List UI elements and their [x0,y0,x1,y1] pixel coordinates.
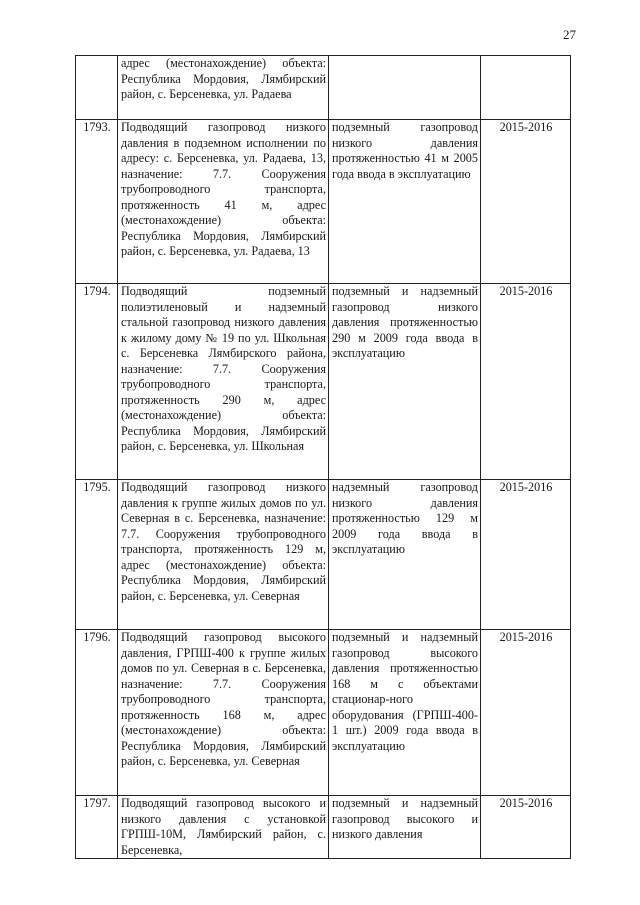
table-row [76,284,571,480]
object-period: 2015-2016 [481,630,571,796]
row-number [76,56,118,120]
object-period: 2015-2016 [481,120,571,284]
page-number: 27 [563,27,576,42]
object-characteristics: подземный и надземный газопровод низкого давления протяженностью 290 м 2009 года ввода в эксплуатацию [329,284,481,480]
object-description: Подводящий газопровод высокого и низкого давления с установкой ГРПШ-10М, Лямбирский район, с. Берсеневка, [118,796,329,859]
object-description: Подводящий газопровод низкого давления в подземном исполнении по адресу: с. Берсеневка, ул. Радаева, 13, назначение: 7.7. Сооружения трубопроводного транспорта, протяженность 41 м, адрес (местонахождение) объекта: Республика Мордовия, Лямбирский район, с. Берсеневка, ул. Радаева, 13 [118,120,329,284]
table-row [76,630,571,796]
table-row [76,120,571,284]
table-row [76,56,571,120]
object-description: Подводящий подземный полиэтиленовый и надземный стальной газопровод низкого давления к жилому дому № 19 по ул. Школьная с. Берсеневка Лямбирского района, назначение: 7.7. Сооружения трубопроводного транспорта, протяженность 290 м, адрес (местонахождение) объекта: Республика Мордовия, Лямбирский район, с. Берсеневка, ул. Школьная [118,284,329,480]
property-registry-table [75,55,571,859]
row-number: 1794. [76,284,118,480]
row-number: 1795. [76,480,118,630]
object-characteristics [329,56,481,120]
object-characteristics: надземный газопровод низкого давления протяженностью 129 м 2009 года ввода в эксплуатацию [329,480,481,630]
object-characteristics: подземный газопровод низкого давления протяженностью 41 м 2005 года ввода в эксплуатацию [329,120,481,284]
object-characteristics: подземный и надземный газопровод высокого давления протяженностью 168 м с объектами стационар-ного оборудования (ГРПШ-400-1 шт.) 2009 года ввода в эксплуатацию [329,630,481,796]
object-description: Подводящий газопровод низкого давления к группе жилых домов по ул. Северная в с. Берсеневка, назначение: 7.7. Сооружения трубопроводного транспорта, протяженность 129 м, адрес (местонахождение) объекта: Республика Мордовия, Лямбирский район, с. Берсеневка, ул. Северная [118,480,329,630]
row-number: 1797. [76,796,118,859]
object-description: Подводящий газопровод высокого давления, ГРПШ-400 к группе жилых домов по ул. Северная в с. Берсеневка, назначение: 7.7. Сооружения трубопроводного транспорта, протяженность 168 м, адрес (местонахождение) объекта: Республика Мордовия, Лямбирский район, с. Берсеневка, ул. Северная [118,630,329,796]
table-row [76,796,571,859]
row-number: 1796. [76,630,118,796]
object-period: 2015-2016 [481,796,571,859]
row-number: 1793. [76,120,118,284]
object-period [481,56,571,120]
object-description: адрес (местонахождение) объекта: Республика Мордовия, Лямбирский район, с. Берсеневка, ул. Радаева [118,56,329,120]
object-period: 2015-2016 [481,480,571,630]
object-period: 2015-2016 [481,284,571,480]
table-row [76,480,571,630]
object-characteristics: подземный и надземный газопровод высокого и низкого давления [329,796,481,859]
